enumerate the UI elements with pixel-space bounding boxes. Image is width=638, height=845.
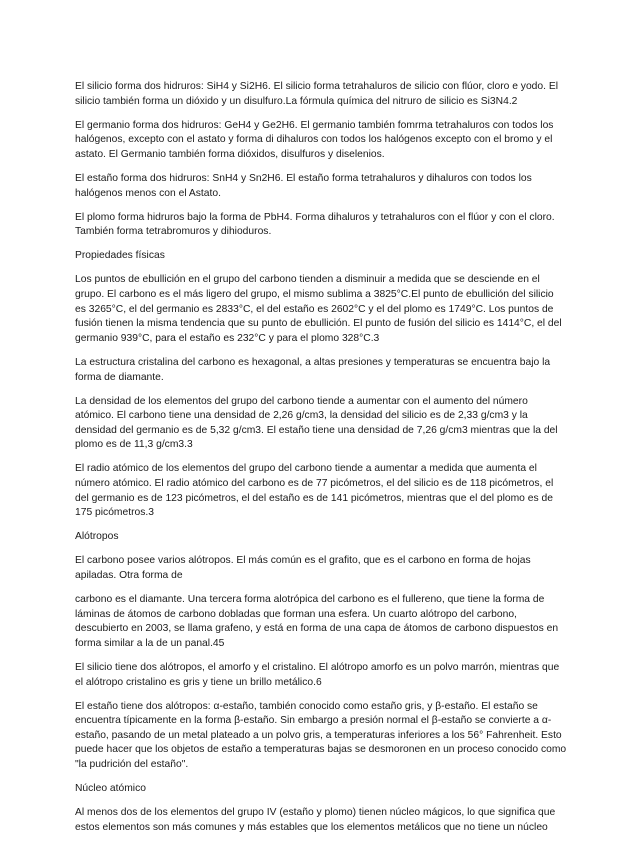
section-heading-allotropes: Alótropos	[75, 531, 119, 543]
paragraph-crystal-structure: La estructura cristalina del carbono es hexagonal, a altas presiones y temperaturas se encuentra bajo la forma de diamante.	[75, 356, 551, 383]
paragraph-boiling-melting-points: Los puntos de ebullición en el grupo del carbono tienden a disminuir a medida que se desciende en el grupo. El carbono es el más ligero del grupo, el mismo sublima a 3825°C.El punto de ebullición del silicio es 3265°C, el del germanio es 2833°C, el del estaño es 2602°C y el del plomo es 1749°C. Los puntos de fusión tienen la misma tendencia que su punto de ebullición. El punto de fusión del silicio es 1414°C, el del germanio 939°C, para el estaño es 232°C y para el plomo 328°C.3	[75, 274, 562, 344]
paragraph-atomic-radius: El radio atómico de los elementos del grupo del carbono tiende a aumentar a medida que aumenta el número atómico. El radio atómico del carbono es de 77 picómetros, el del silicio es de 118 picómetros, el del germanio es de 123 picómetros, el del estaño es de 141 picómetros, mientras que el del plomo es de 175 picómetros.3	[75, 463, 554, 519]
section-heading-atomic-nucleus: Núcleo atómico	[75, 783, 146, 795]
paragraph-carbon-allotropes-continued: carbono es el diamante. Una tercera forma alotrópica del carbono es el fullereno, que tiene la forma de láminas de átomos de carbono dobladas que forman una esfera. Un cuarto alótropo del carbono, descubierto en 2003, se llama grafeno, y está en forma de una capa de átomos de carbono dispuestos en forma similar a la de un panal.45	[75, 594, 559, 649]
paragraph-tin-allotropes: El estaño tiene dos alótropos: α-estaño, también conocido como estaño gris, y β-estaño. El estaño se encuentra típicamente en la forma β-estaño. Sin embargo a presión normal el β-estaño se convierte a α-estaño, pasando de un metal plateado a un polvo gris, a temperaturas inferiores a los 56° Fahrenheit. Esto puede hacer que los objetos de estaño a temperaturas bajas se desmoronen en un proceso conocido como "la pudrición del estaño".	[75, 700, 567, 771]
paragraph-carbon-allotropes-intro: El carbono posee varios alótropos. El más común es el grafito, que es el carbono en forma de hojas apiladas. Otra forma de	[75, 555, 531, 582]
paragraph-lead-compounds: El plomo forma hidruros bajo la forma de PbH4. Forma dihaluros y tetrahaluros con el flúor y con el cloro. También forma tetrabromuros y dihioduros.	[75, 211, 555, 238]
paragraph-tin-compounds: El estaño forma dos hidruros: SnH4 y Sn2H6. El estaño forma tetrahaluros y dihaluros con todos los halógenos menos con el Astato.	[75, 172, 532, 199]
paragraph-germanium-compounds: El germanio forma dos hidruros: GeH4 y Ge2H6. El germanio también fomrma tetrahaluros con todos los halógenos, excepto con el astato y forma di dihaluros con todos los halógenos excepto con el bromo y el astato. El Germanio también forma dióxidos, disulfuros y diselenios.	[75, 119, 554, 160]
document-page	[75, 80, 567, 845]
paragraph-silicon-compounds: El silicio forma dos hidruros: SiH4 y Si2H6. El silicio forma tetrahaluros de silicio con flúor, cloro e yodo. El silicio también forma un dióxido y un disulfuro.La fórmula química del nitruro de silicio es Si3N4.2	[75, 81, 559, 107]
paragraph-magic-nuclei: Al menos dos de los elementos del grupo IV (estaño y plomo) tienen núcleo mágicos, lo que significa que estos elementos son más comunes y más estables que los elementos metálicos que no tiene un núcleo	[75, 807, 556, 833]
paragraph-silicon-allotropes: El silicio tiene dos alótropos, el amorfo y el cristalino. El alótropo amorfo es un polvo marrón, mientras que el alótropo cristalino es gris y tiene un brillo metálico.6	[75, 662, 560, 688]
section-heading-physical-properties: Propiedades físicas	[75, 250, 165, 262]
paragraph-density: La densidad de los elementos del grupo del carbono tiende a aumentar con el aumento del número atómico. El carbono tiene una densidad de 2,26 g/cm3, la densidad del silicio es de 2,33 g/cm3 y la densidad del germanio es de 5,32 g/cm3. El estaño tiene una densidad de 7,26 g/cm3 mientras que la del plomo es de 11,3 g/cm3.3	[75, 395, 558, 451]
